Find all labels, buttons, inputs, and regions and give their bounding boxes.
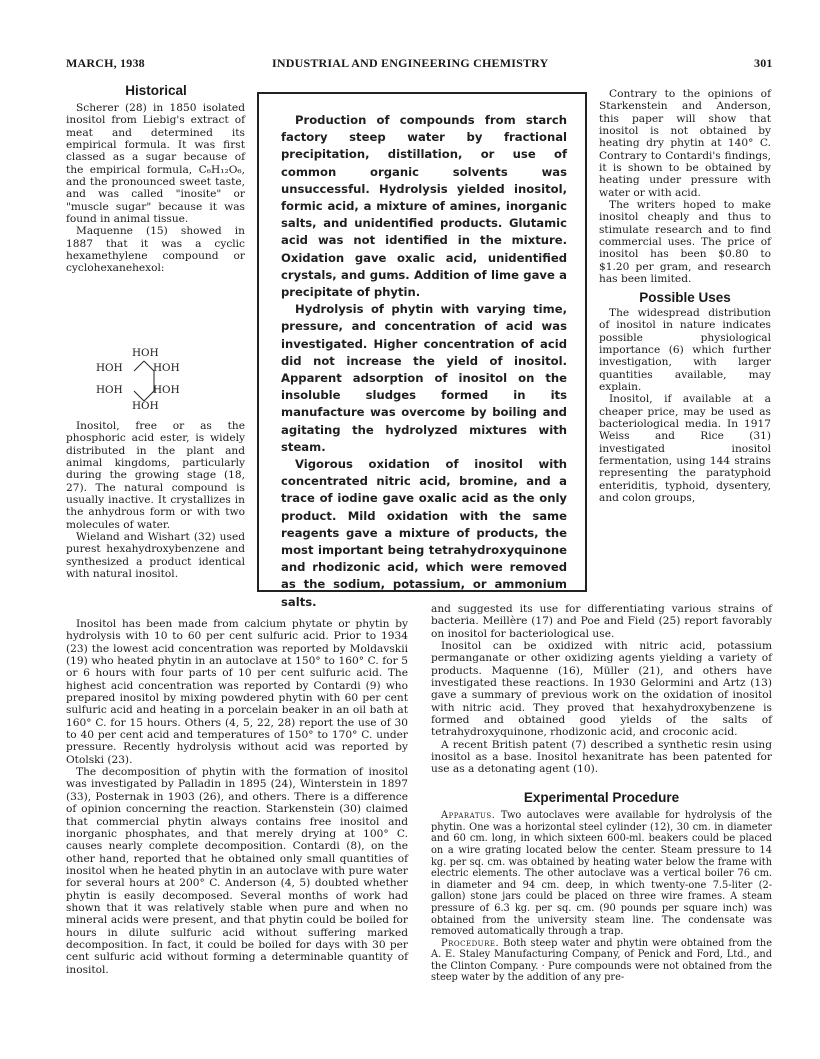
procedure-paragraph <box>431 938 772 984</box>
apparatus-paragraph <box>431 810 772 938</box>
formula-bottom-label: HOH <box>132 400 159 412</box>
experimental-procedure-heading: Experimental Procedure <box>523 789 680 805</box>
running-head-journal: INDUSTRIAL AND ENGINEERING CHEMISTRY <box>272 56 549 70</box>
historical-heading: Historical <box>125 83 187 98</box>
lower-right-column <box>431 603 772 984</box>
historical-continued <box>66 420 245 580</box>
right-paragraph-2: The writers hoped to make inositol cheaply and thus to stimulate research and to find commercial uses. The price of inositol has been $0.80 to $1.20 per gram, and research has been limited. <box>599 199 771 286</box>
lower-right-paragraph-2: Inositol can be oxidized with nitric acid, potassium permanganate or other oxidizing agents yielding a variety of products. Maquenne (16), Müller (21), and others have investigated these reactions. In 1930 Gelormini and Artz (13) gave a summary of previous work on the oxidation of inositol with nitric acid. They proved that hexahydroxybenzene is formed and obtained good yields of the salts of tetrahydroxyquinone, rhodizonic acid, and croconic acid. <box>431 640 772 739</box>
running-head-date: MARCH, 1938 <box>66 56 145 70</box>
abstract-paragraph-2: Hydrolysis of phytin with varying time, pressure, and concentration of acid was investigated. Higher concentration of acid did not increase the yield of inositol. Apparent adsorption of inositol on the insoluble sludges formed in its manufacture was overcome by boiling and agitating the hydrolyzed mixtures with steam. <box>281 302 567 454</box>
formula-upper-left-label: HOH <box>96 362 123 374</box>
historical-intro <box>66 102 245 275</box>
lower-left-column <box>66 618 408 976</box>
historical-paragraph-3: Inositol, free or as the phosphoric acid ester, is widely distributed in the plant and animal kingdoms, particularly during the growing stage (18, 27). The natural compound is usually inactive. It crystallizes in the anhydrous form or with two molecules of water. <box>66 420 245 531</box>
historical-paragraph-4: Wieland and Wishart (32) used purest hexahydroxybenzene and synthesized a product identical with natural inositol. <box>66 531 245 581</box>
procedure-runin: Procedure. <box>441 937 500 949</box>
apparatus-runin: Apparatus. <box>441 810 496 822</box>
abstract-paragraph-3: Vigorous oxidation of inositol with concentrated nitric acid, bromine, and a trace of iodine gave oxalic acid as the only product. Mild oxidation with the same reagents gave a mixture of products, the most important being tetrahydroxyquinone and rhodizonic acid, which were removed as the sodium, potassium, or ammonium salts. <box>281 457 567 609</box>
page-number: 301 <box>754 56 773 70</box>
lower-left-paragraph-1: Inositol has been made from calcium phytate or phytin by hydrolysis with 10 to 60 per cent sulfuric acid. Prior to 1934 (23) the lowest acid concentration was reported by Moldavskii (19) who heated phytin in an autoclave at 150° to 160° C. for 5 or 6 hours with four parts of 10 per cent sulfuric acid. The highest acid concentration was reported by Contardi (9) who prepared inositol by mixing powdered phytin with 60 per cent sulfuric acid and heating in a porcelain beaker in an oil bath at 160° C. for 15 hours. Others (4, 5, 22, 28) report the use of 30 to 40 per cent acid and temperatures of 150° to 170° C. under pressure. Recently hydrolysis without acid was reported by Otolski (23). <box>66 618 408 766</box>
right-paragraph-3: The widespread distribution of inositol in nature indicates possible physiological importance (6) which further investigation, with larger quantities available, may explain. <box>599 306 771 393</box>
lower-right-paragraph-3: A recent British patent (7) described a synthetic resin using inositol as a base. Inositol hexanitrate has been patented for use as a detonating agent (10). <box>431 738 772 776</box>
formula-upper-right-label: HOH <box>153 362 180 374</box>
lower-right-paragraph-1: and suggested its use for differentiating various strains of bacteria. Meillère (17) and Poe and Field (25) report favorably on inositol for bacteriological use. <box>431 603 772 640</box>
right-paragraph-1: Contrary to the opinions of Starkenstein and Anderson, this paper will show that inositol is not obtained by heating dry phytin at 140° C. Contrary to Contardi's findings, it is shown to be obtained by heating under pressure with water or with acid. <box>599 88 771 199</box>
apparatus-text: Two autoclaves were available for hydrolysis of the phytin. One was a horizontal steel cylinder (12), 30 cm. in diameter and 60 cm. long, in which sixteen 600-ml. beakers could be placed on a wire grating located below the center. Steam pressure to 14 kg. per sq. cm. was obtained by heating water below the frame with electric elements. The other autoclave was a vertical boiler 76 cm. in diameter and 94 cm. deep, in which twenty-one 7.5-liter (2-gallon) stone jars could be placed on three wire frames. A steam pressure of 6.3 kg. per sq. cm. (90 pounds per square inch) was obtained from the university steam line. The condensate was removed automatically through a trap. <box>431 810 772 938</box>
historical-paragraph-1: Scherer (28) in 1850 isolated inositol from Liebig's extract of meat and determined its empirical formula. It was first classed as a sugar because of the empirical formula, C₆H₁₂O₆, and the pronounced sweet taste, and was called "inosite" or "muscle sugar" because it was found in animal tissue. <box>66 102 245 226</box>
possible-uses-heading: Possible Uses <box>639 289 731 305</box>
abstract-box <box>257 92 587 609</box>
hexagon-ring-icon <box>124 357 164 405</box>
formula-lower-right-label: HOH <box>153 384 180 396</box>
abstract-paragraph-1: Production of compounds from starch factory steep water by fractional precipitation, distillation, or use of common organic solvents was unsuccessful. Hydrolysis yielded inositol, formic acid, a mixture of amines, inorganic salts, and unidentified products. Glutamic acid was not identified in the mixture. Oxidation gave oxalic acid, unidentified crystals, and gums. Addition of lime gave a precipitate of phytin. <box>281 113 567 300</box>
procedure-text: Both steep water and phytin were obtained from the A. E. Staley Manufacturing Company, of Penick and Ford, Ltd., and the Clinton Company. · Pure compounds were not obtained from the steep water by the addition of any pre- <box>431 937 772 984</box>
inositol-structural-formula <box>96 347 196 425</box>
experimental-text <box>431 810 772 984</box>
formula-lower-left-label: HOH <box>96 384 123 396</box>
historical-paragraph-2: Maquenne (15) showed in 1887 that it was a cyclic hexamethylene compound or cyclohexanehexol: <box>66 225 245 275</box>
right-narrow-column <box>599 88 771 504</box>
lower-left-paragraph-2: The decomposition of phytin with the formation of inositol was investigated by Palladin in 1895 (24), Winterstein in 1897 (33), Posternak in 1903 (26), and others. There is a difference of opinion concerning the reaction. Starkenstein (30) claimed that commercial phytin always contains free inositol and inorganic phosphates, and that merely drying at 100° C. causes nearly complete decomposition. Contardi (8), on the other hand, reported that he obtained only small quantities of inositol when he heated phytin in an autoclave with pure water for several hours at 200° C. Anderson (4, 5) doubted whether phytin is easily decomposed. Several months of work had shown that it was relatively stable when pure and when no mineral acids were present, and that phytin could be boiled for hours in dilute sulfuric acid without suffering marked decomposition. In fact, it could be boiled for days with 30 per cent sulfuric acid without forming a determinable quantity of inositol. <box>66 766 408 976</box>
formula-top-label: HOH <box>132 347 159 359</box>
right-paragraph-4: Inositol, if available at a cheaper price, may be used as bacteriological media. In 1917 Weiss and Rice (31) investigated inositol fermentation, using 144 strains representing the paratyphoid enteriditis, typhoid, dysentery, and colon groups, <box>599 393 771 504</box>
